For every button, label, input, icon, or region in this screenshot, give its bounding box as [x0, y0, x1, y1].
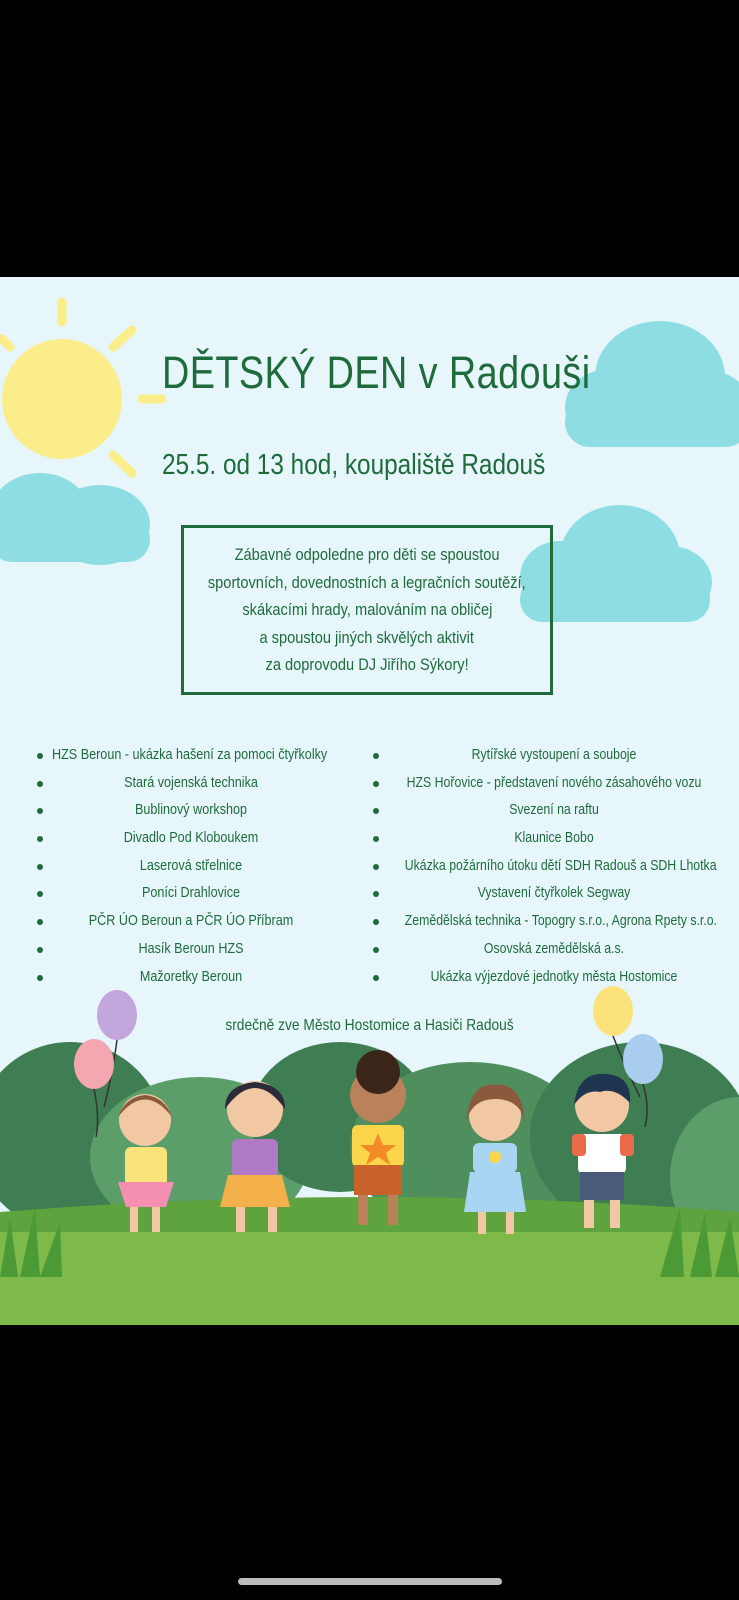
list-item: Osovská zemědělská a.s.: [368, 935, 736, 963]
list-item: Poníci Drahlovice: [32, 879, 350, 907]
bullet-icon: [373, 864, 379, 870]
home-indicator[interactable]: [238, 1578, 502, 1585]
list-item: Stará vojenská technika: [32, 769, 350, 797]
bullet-icon: [37, 864, 43, 870]
cloud-icon: [565, 321, 739, 447]
list-item: HZS Hořovice - představení nového zásahového vozu: [368, 769, 736, 797]
bullet-icon: [37, 947, 43, 953]
list-item: Ukázka výjezdové jednotky města Hostomice: [368, 963, 736, 991]
list-item: Vystavení čtyřkolek Segway: [368, 879, 736, 907]
bullet-icon: [37, 808, 43, 814]
sun-icon: [2, 302, 162, 502]
list-item: PČR ÚO Beroun a PČR ÚO Příbram: [32, 907, 350, 935]
bullet-icon: [373, 947, 379, 953]
bullet-icon: [37, 919, 43, 925]
child-figure: [464, 1085, 526, 1234]
bullet-icon: [373, 836, 379, 842]
description-line: skákacími hrady, malováním na obličej: [241, 600, 492, 620]
description-line: sportovních, dovednostních a legračních soutěží,: [208, 572, 526, 592]
bullet-icon: [37, 781, 43, 787]
bullet-icon: [373, 919, 379, 925]
list-item: Divadlo Pod Kloboukem: [32, 824, 350, 852]
list-item: Rytířské vystoupení a souboje: [368, 741, 736, 769]
list-item: Mažoretky Beroun: [32, 963, 350, 991]
list-item: Zemědělská technika - Topogry s.r.o., Agrona Rpety s.r.o.: [368, 907, 736, 935]
bullet-icon: [37, 975, 43, 981]
description-line: za doprovodu DJ Jiřího Sýkory!: [265, 655, 469, 675]
invitation-footer: srdečně zve Město Hostomice a Hasiči Radouš: [225, 1017, 514, 1034]
event-poster: [0, 277, 739, 1325]
event-date-location: 25.5. od 13 hod, koupaliště Radouš: [162, 449, 546, 481]
list-item: Laserová střelnice: [32, 852, 350, 880]
grass: [0, 1217, 739, 1325]
list-item: HZS Beroun - ukázka hašení za pomoci čtyřkolky: [32, 741, 350, 769]
event-title: DĚTSKÝ DEN v Radouši: [162, 347, 591, 398]
event-description-box: [181, 525, 553, 695]
description-line: a spoustou jiných skvělých aktivit: [259, 627, 475, 647]
activities-list-left: [32, 741, 350, 990]
cloud-icon: [0, 473, 150, 565]
description-line: Zábavné odpoledne pro děti se spoustou: [234, 545, 500, 565]
bullet-icon: [373, 808, 379, 814]
bullet-icon: [37, 753, 43, 759]
bullet-icon: [373, 891, 379, 897]
bullet-icon: [37, 891, 43, 897]
bullet-icon: [37, 836, 43, 842]
list-item: Bublinový workshop: [32, 796, 350, 824]
list-item: Klaunice Bobo: [368, 824, 736, 852]
bullet-icon: [373, 781, 379, 787]
activities-list-right: [368, 741, 736, 990]
bullet-icon: [373, 975, 379, 981]
bullet-icon: [373, 753, 379, 759]
list-item: Ukázka požárního útoku dětí SDH Radouš a SDH Lhotka: [368, 852, 736, 880]
list-item: Svezení na raftu: [368, 796, 736, 824]
list-item: Hasík Beroun HZS: [32, 935, 350, 963]
